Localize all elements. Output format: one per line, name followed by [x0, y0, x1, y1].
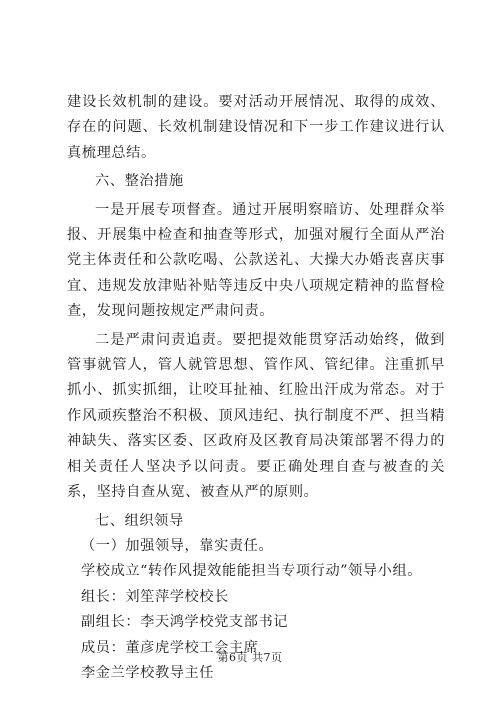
section-heading-organization: 七、组织领导 [95, 512, 184, 529]
section-heading-rectification: 六、整治措施 [95, 173, 184, 190]
paragraph-long-term-mechanism: 建设长效机制的建设。要对活动开展情况、取得的成效、存在的问题、长效机制建设情况和下一步工作建议进行认真梳理总结。 [67, 94, 445, 161]
group-member: 李金兰学校教导主任 [81, 664, 215, 681]
document-body [67, 90, 445, 686]
paragraph-accountability: 二是严肃问责追责。要把提效能贯穿活动始终，做到管事就管人，管人就管思想、管作风、管纪律。注重抓早抓小、抓实抓细，让咬耳扯袖、红脸出汗成为常态。对于作风顽疾整治不积极、顶风违纪、执行制度不严、担当精神缺失、落实区委、区政府及区教育局决策部署不得力的相关责任人坚决予以问责。要正确处理自查与被查的关系，坚持自查从宽、被查从严的原则。 [67, 331, 445, 501]
group-leader: 组长：刘笙萍学校校长 [81, 588, 229, 605]
page-number-footer: 第6页 共7页 [217, 651, 283, 664]
deputy-group-leader: 副组长：李天鸿学校党支部书记 [81, 614, 289, 631]
group-member: 成员：董彦虎学校工会主席 [81, 639, 259, 656]
paragraph-special-inspection: 一是开展专项督查。通过开展明察暗访、处理群众举报、开展集中检查和抽查等形式，加强对履行全面从严治党主体责任和公款吃喝、公款送礼、大操大办婚丧喜庆事宜、违规发放津贴补贴等违反中央八项规定精神的监督检查，发现问题按规定严肃问责。 [67, 201, 445, 320]
leading-group-statement: 学校成立“转作风提效能能担当专项行动”领导小组。 [81, 563, 423, 580]
subheading-leadership: （一）加强领导，靠实责任。 [81, 537, 274, 554]
